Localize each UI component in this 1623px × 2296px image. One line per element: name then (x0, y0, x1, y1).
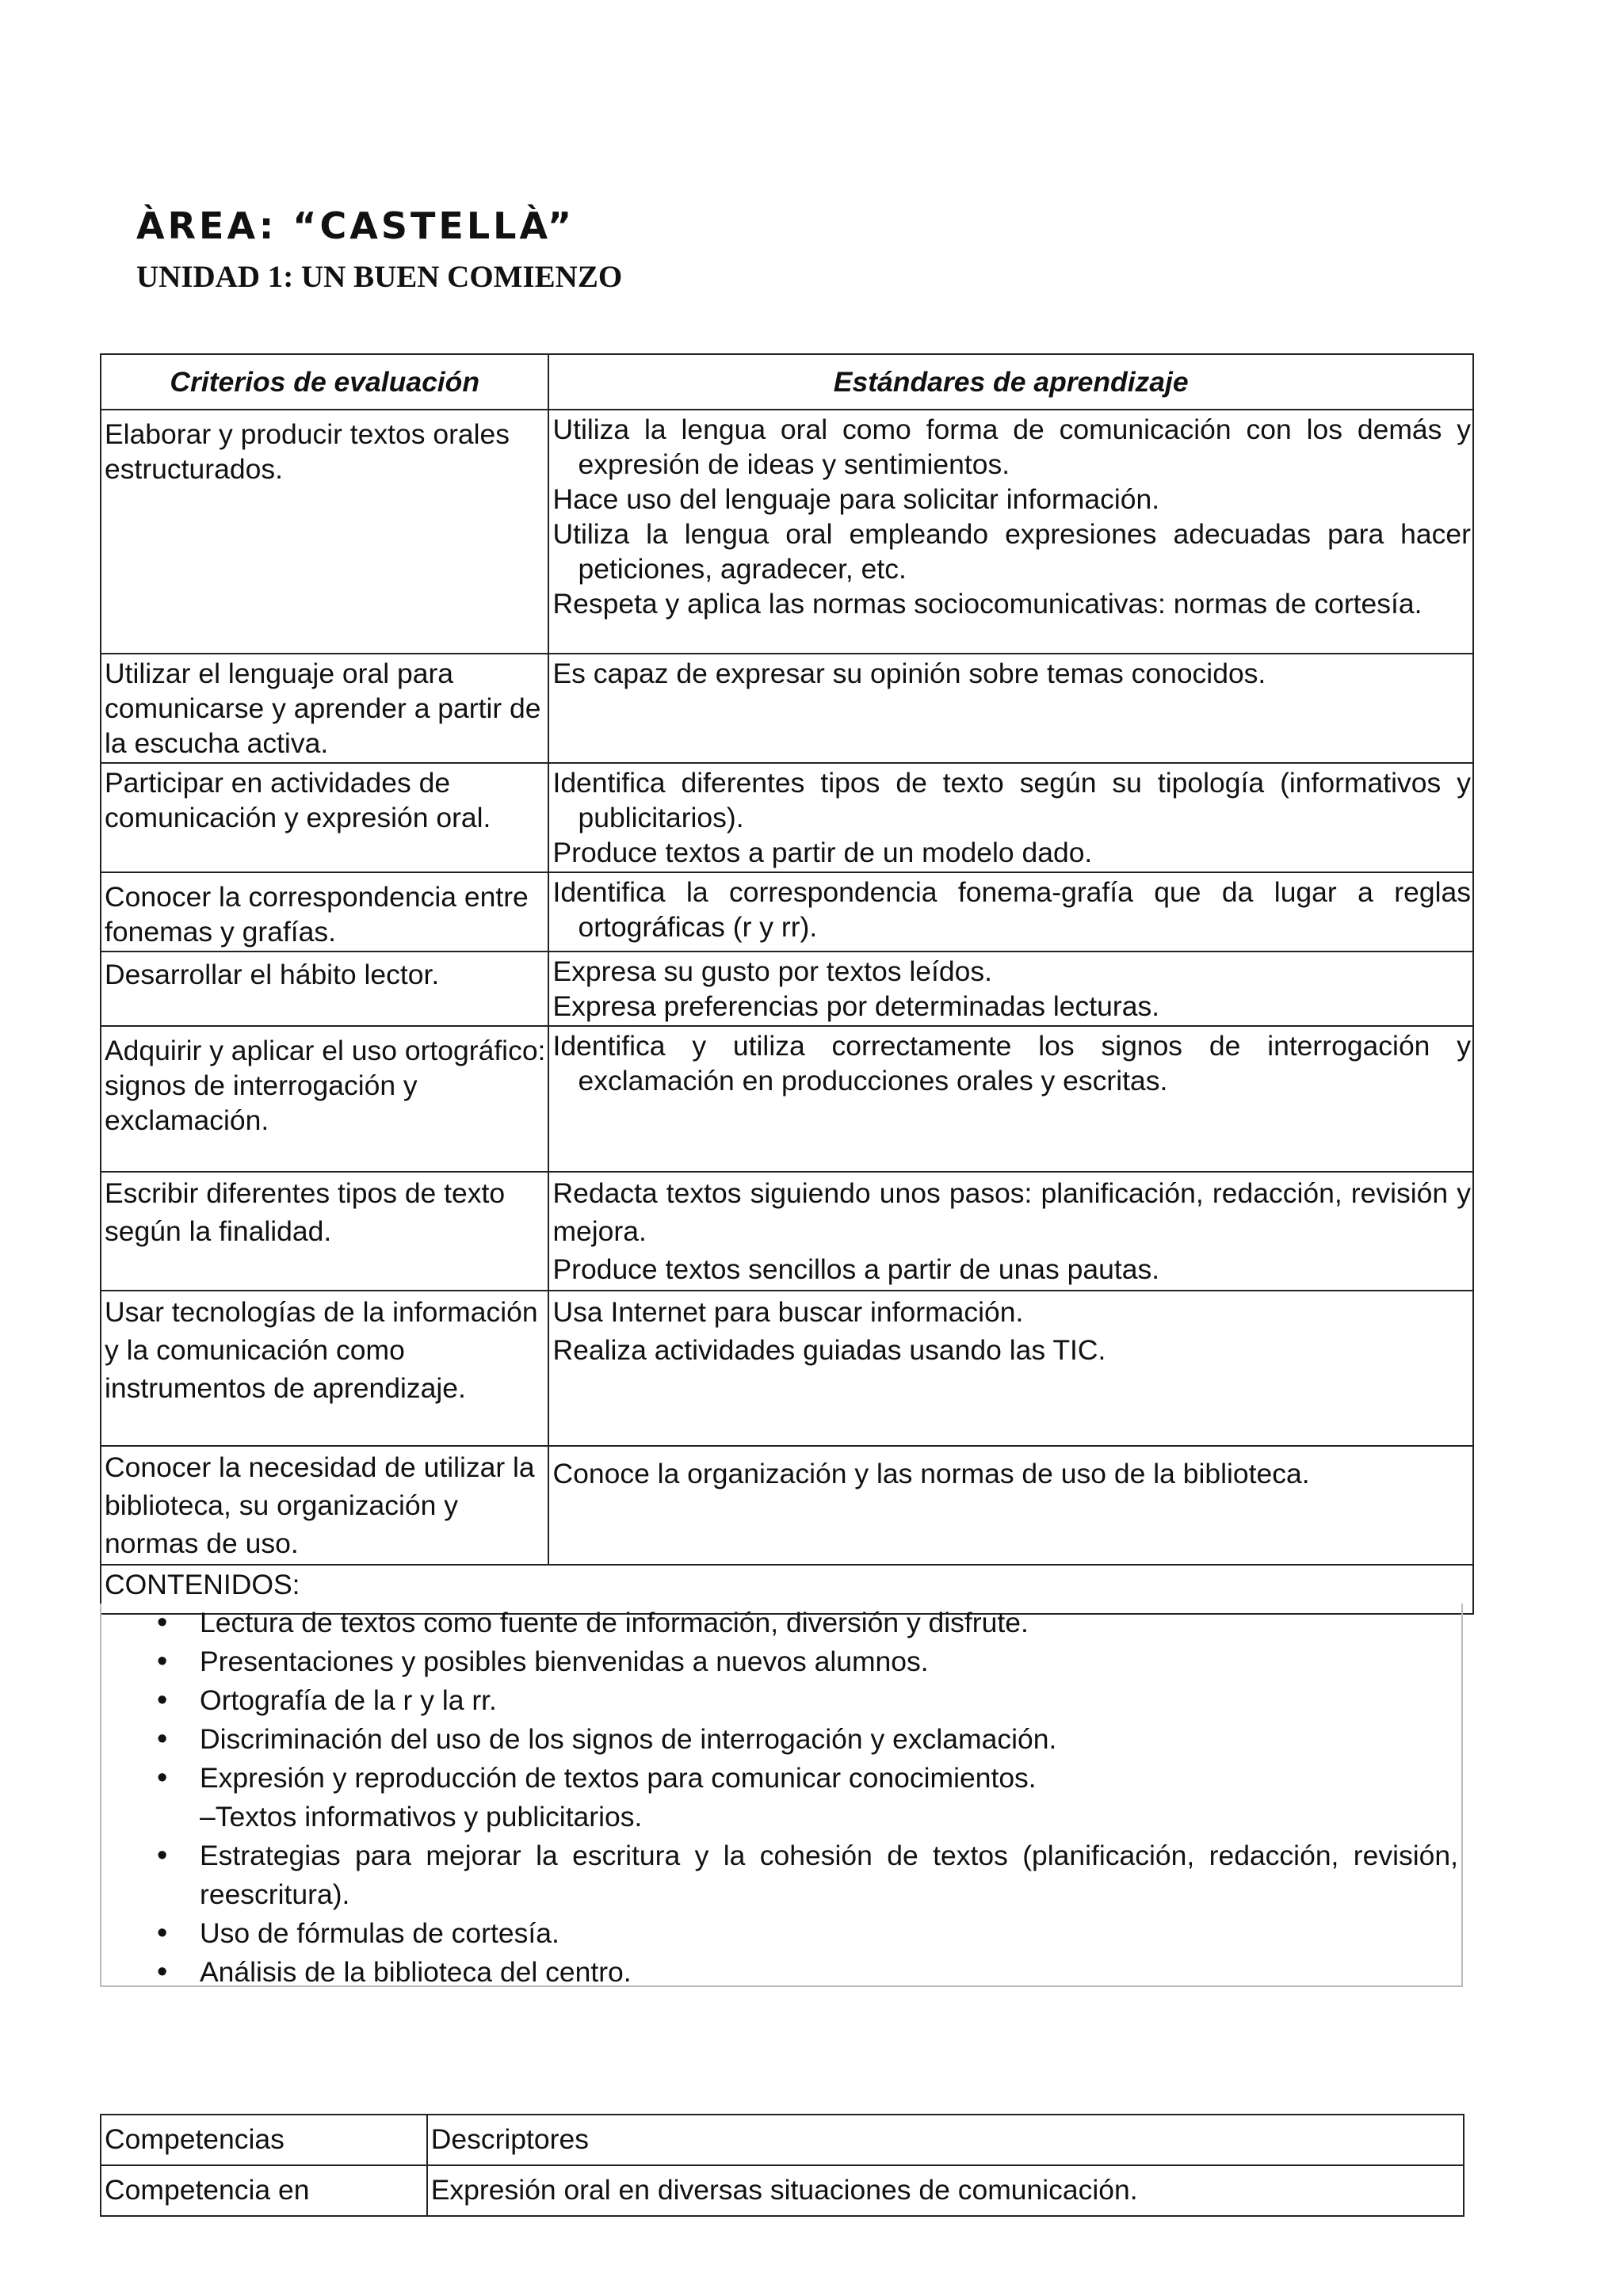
descriptor-cell: Expresión oral en diversas situaciones de comunicación. (427, 2165, 1464, 2216)
list-item: • Lectura de textos como fuente de información, diversión y disfrute. (101, 1604, 1461, 1642)
estandares-cell (548, 872, 1473, 952)
header-estandares: Estándares de aprendizaje (548, 354, 1473, 410)
estandares-cell (548, 410, 1473, 654)
estandar: Es capaz de expresar su opinión sobre temas conocidos. (552, 658, 1266, 689)
header-competencias: Competencias (101, 2115, 427, 2165)
estandares-cell (548, 952, 1473, 1026)
table-header-row (101, 354, 1473, 410)
estandar: Respeta y aplica las normas sociocomunicativas: normas de cortesía. (552, 588, 1423, 620)
estandares-cell (548, 1446, 1473, 1565)
estandar: Redacta textos siguiendo unos pasos: planificación, redacción, revisión y mejora. (552, 1177, 1471, 1247)
criterio-cell: Conocer la necesidad de utilizar la biblioteca, su organización y normas de uso. (101, 1446, 548, 1565)
list-subitem: –Textos informativos y publicitarios. (200, 1801, 643, 1833)
list-item: • Presentaciones y posibles bienvenidas a nuevos alumnos. (101, 1642, 1461, 1681)
criterio-line: Adquirir y aplicar el uso ortográfico: (105, 1035, 546, 1066)
criterio-cell: Participar en actividades de comunicación y expresión oral. (101, 763, 548, 872)
table-row (101, 654, 1473, 763)
contenidos-list (100, 1604, 1463, 1987)
table-row (101, 1446, 1473, 1565)
list-item: • Estrategias para mejorar la escritura y la cohesión de textos (planificación, redacción, revisión, reescritura). (101, 1836, 1461, 1914)
list-item: • Uso de fórmulas de cortesía. (101, 1914, 1461, 1953)
estandares-cell (548, 1172, 1473, 1291)
unit-title: UNIDAD 1: UN BUEN COMIENZO (136, 260, 623, 294)
estandar: Produce textos sencillos a partir de unas pautas. (552, 1253, 1160, 1285)
criterio-cell: Elaborar y producir textos orales estructurados. (101, 410, 548, 654)
contenidos-label: CONTENIDOS: (101, 1565, 1473, 1614)
estandar: Hace uso del lenguaje para solicitar información. (552, 483, 1160, 515)
criterio-cell: Conocer la correspondencia entre fonemas y grafías. (101, 872, 548, 952)
estandar: Identifica y utiliza correctamente los signos de interrogación y exclamación en producciones orales y escritas. (552, 1030, 1471, 1097)
table-row (101, 763, 1473, 872)
table-row (101, 952, 1473, 1026)
estandar: Utiliza la lengua oral como forma de comunicación con los demás y expresión de ideas y sentimientos. (552, 414, 1471, 480)
header-criterios: Criterios de evaluación (101, 354, 548, 410)
list-item: • Ortografía de la r y la rr. (101, 1681, 1461, 1720)
estandar: Realiza actividades guiadas usando las TIC. (552, 1334, 1106, 1366)
estandar: Identifica la correspondencia fonema-grafía que da lugar a reglas ortográficas (r y rr). (552, 876, 1471, 943)
estandar: Expresa su gusto por textos leídos. (552, 955, 992, 987)
estandares-cell (548, 1291, 1473, 1446)
competencias-table (100, 2114, 1465, 2217)
header-descriptores: Descriptores (427, 2115, 1464, 2165)
criterio-cell: Utilizar el lenguaje oral para comunicarse y aprender a partir de la escucha activa. (101, 654, 548, 763)
estandar: Utiliza la lengua oral empleando expresiones adecuadas para hacer peticiones, agradecer, etc. (552, 518, 1471, 585)
evaluation-table (100, 353, 1474, 1615)
table-row (101, 410, 1473, 654)
estandar: Usa Internet para buscar información. (552, 1296, 1024, 1328)
criterio-cell (101, 1026, 548, 1172)
criterio-cell: Desarrollar el hábito lector. (101, 952, 548, 1026)
competencia-cell: Competencia en (101, 2165, 427, 2216)
estandares-cell (548, 654, 1473, 763)
list-item: • Expresión y reproducción de textos para comunicar conocimientos. (101, 1759, 1461, 1798)
estandares-cell (548, 763, 1473, 872)
table-row (101, 1291, 1473, 1446)
estandar: Conoce la organización y las normas de uso de la biblioteca. (552, 1458, 1310, 1489)
table-row (101, 2165, 1464, 2216)
criterio-cell: Usar tecnologías de la información y la comunicación como instrumentos de aprendizaje. (101, 1291, 548, 1446)
estandar: Expresa preferencias por determinadas lecturas. (552, 990, 1160, 1022)
table-row (101, 1026, 1473, 1172)
criterio-cell: Escribir diferentes tipos de texto según la finalidad. (101, 1172, 548, 1291)
table-row (101, 872, 1473, 952)
estandar: Identifica diferentes tipos de texto según su tipología (informativos y publicitarios). (552, 767, 1471, 833)
competencias-header-row (101, 2115, 1464, 2165)
estandar: Produce textos a partir de un modelo dado. (552, 837, 1093, 868)
table-row (101, 1172, 1473, 1291)
criterio-line: signos de interrogación y exclamación. (105, 1070, 418, 1136)
area-title: ÀREA: “CASTELLÀ” (136, 204, 575, 247)
estandares-cell (548, 1026, 1473, 1172)
list-item: • Análisis de la biblioteca del centro. (101, 1953, 1461, 1992)
list-item: • Discriminación del uso de los signos de interrogación y exclamación. (101, 1720, 1461, 1759)
